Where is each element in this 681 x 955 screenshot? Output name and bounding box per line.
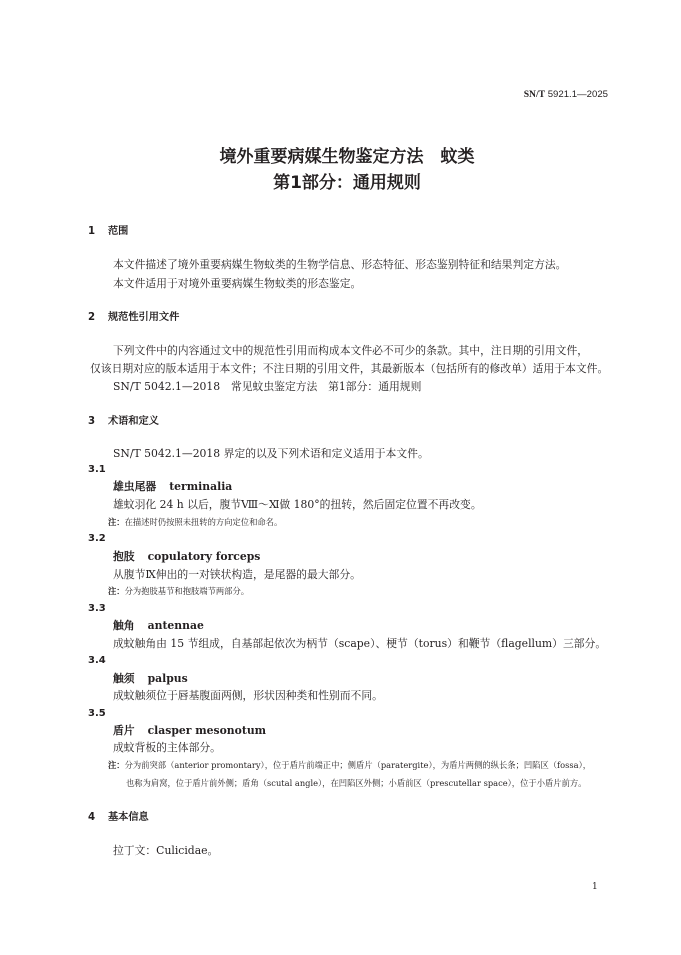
term-title <box>113 619 204 633</box>
term-chinese: 雄虫尾器 <box>113 480 157 493</box>
section-1-paragraph: 本文件适用于对境外重要病媒生物蚊类的形态鉴定。 <box>113 277 362 290</box>
term-number: 3.5 <box>88 708 106 719</box>
section-1-heading: 范围 <box>108 226 129 237</box>
standard-code-prefix: SN/T <box>523 89 546 100</box>
term-number: 3.3 <box>88 603 106 614</box>
term-note <box>108 585 249 597</box>
section-3-intro: SN/T 5042.1—2018 界定的以及下列术语和定义适用于本文件。 <box>113 447 429 460</box>
term-definition: 成蚊触须位于唇基腹面两侧，形状因种类和性别而不同。 <box>113 689 383 702</box>
standard-code-number: 5921.1—2025 <box>547 89 608 100</box>
term-title <box>113 724 266 738</box>
section-1-number: 1 <box>88 226 96 237</box>
section-2-paragraph-line: 仅该日期对应的版本适用于本文件；不注日期的引用文件，其最新版本（包括所有的修改单）适用于本文件。 <box>90 362 609 375</box>
term-note <box>108 759 591 771</box>
term-number: 3.2 <box>88 533 106 544</box>
section-4-number: 4 <box>88 812 96 823</box>
term-english: antennae <box>147 619 204 632</box>
term-title <box>113 672 188 686</box>
term-note-continuation: 也称为肩窝，位于盾片前外侧；盾角（scutal angle），在凹陷区外侧；小盾前区（prescutellar space），位于小盾片前方。 <box>126 778 587 788</box>
term-note <box>108 516 282 528</box>
note-label: 注： <box>108 517 125 527</box>
term-chinese: 触角 <box>113 619 135 632</box>
section-4-paragraph: 拉丁文：Culicidae。 <box>113 844 219 857</box>
term-definition: 成蚊触角由 15 节组成，自基部起依次为柄节（scape）、梗节（torus）和鞭节（flagellum）三部分。 <box>113 637 607 650</box>
term-definition: 雄蚊羽化 24 h 以后，腹节Ⅷ～Ⅺ做 180°的扭转，然后固定位置不再改变。 <box>113 498 482 511</box>
term-definition: 成蚊背板的主体部分。 <box>113 741 221 754</box>
term-english: terminalia <box>169 480 233 493</box>
note-text: 分为抱肢基节和抱肢端节两部分。 <box>124 586 250 596</box>
section-4-heading: 基本信息 <box>108 812 149 823</box>
term-number: 3.1 <box>88 464 106 475</box>
note-label: 注： <box>108 760 125 770</box>
section-2-heading: 规范性引用文件 <box>108 312 180 323</box>
term-english: clasper mesonotum <box>147 724 267 737</box>
term-definition: 从腹节Ⅸ伸出的一对铗状构造，是尾器的最大部分。 <box>113 568 361 581</box>
standard-code <box>524 89 608 101</box>
page-number: 1 <box>592 882 598 892</box>
section-2-number: 2 <box>88 312 96 323</box>
term-number: 3.4 <box>88 655 106 666</box>
section-3-heading: 术语和定义 <box>108 416 159 427</box>
section-3-number: 3 <box>88 416 96 427</box>
section-1-paragraph: 本文件描述了境外重要病媒生物蚊类的生物学信息、形态特征、形态鉴别特征和结果判定方法。 <box>113 258 567 271</box>
section-2-paragraph-line: 下列文件中的内容通过文中的规范性引用而构成本文件必不可少的条款。其中，注日期的引用文件， <box>113 344 589 357</box>
term-english: copulatory forceps <box>147 550 261 563</box>
term-chinese: 抱肢 <box>113 550 135 563</box>
term-title <box>113 550 260 564</box>
note-label: 注： <box>108 586 125 596</box>
term-chinese: 盾片 <box>113 724 135 737</box>
normative-reference: SN/T 5042.1—2018 常见蚊虫鉴定方法 第1部分：通用规则 <box>113 380 422 393</box>
term-title <box>113 480 232 494</box>
document-title-line-2: 第1部分：通用规则 <box>273 173 421 193</box>
note-text: 在描述时仍按照未扭转的方向定位和命名。 <box>124 517 283 527</box>
document-title-line-1: 境外重要病媒生物鉴定方法 蚊类 <box>219 147 475 167</box>
term-english: palpus <box>147 672 188 685</box>
term-chinese: 触须 <box>113 672 135 685</box>
note-text: 分为前突部（anterior promontary），位于盾片前端正中；侧盾片（paratergite），为盾片两侧的纵长条；凹陷区（fossa）， <box>124 760 592 770</box>
